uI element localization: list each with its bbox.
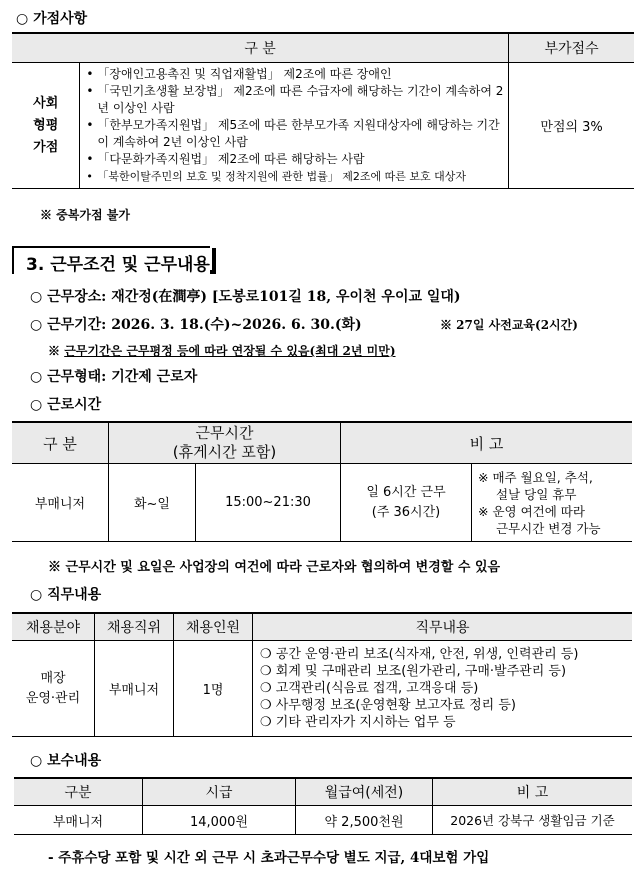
duties-count: 1명 [174, 641, 253, 737]
extension-prefix: ※ [48, 344, 65, 358]
bonus-score: 만점의 3% [540, 120, 603, 135]
bonus-item: • 「장애인고용촉진 및 직업재활법」 제2조에 따른 장애인 [85, 66, 507, 83]
work-period-note: ※ 27일 사전교육(2시간) [440, 318, 578, 332]
hours-header-time [109, 422, 341, 464]
duties-heading: ○ 직무내용 [30, 587, 102, 603]
pay-header-hourly: 시급 [143, 778, 296, 806]
pay-header-remarks: 비 고 [433, 778, 633, 806]
bonus-item: • 「한부모가족지원법」 제5조에 따른 한부모가족 지원대상자에 해당하는 기간이 계속하여 2년 이상인 사람 [85, 117, 507, 151]
hours-daily-line2: (주 36시간) [371, 504, 441, 520]
pay-table [14, 777, 632, 835]
duties-header-count: 채용인원 [174, 613, 253, 641]
duty-item: ❍ 고객관리(식음료 접객, 고객응대 등) [260, 681, 479, 696]
pay-hourly: 14,000원 [143, 806, 296, 835]
bonus-category-line2: 형평 [33, 117, 59, 133]
hours-daily-line1: 일 6시간 근무 [366, 484, 446, 500]
hours-header-remarks: 비 고 [341, 422, 633, 464]
remark2-line1: ※ 운영 여건에 따라 [478, 503, 585, 519]
duties-content [253, 641, 633, 737]
duties-field-line1: 매장 [40, 670, 66, 686]
hours-remarks [472, 464, 633, 542]
duty-item: ❍ 사무행정 보조(운영현황 보고자료 정리 등) [260, 698, 516, 713]
bonus-items [80, 63, 509, 189]
pay-monthly: 약 2,500천원 [296, 806, 433, 835]
work-period: ○ 근무기간: 2026. 3. 18.(수)~2026. 6. 30.(화) [30, 317, 362, 333]
duties-table [12, 612, 632, 737]
bonus-heading: ○ 가점사항 [16, 11, 88, 27]
remark1-line2: 설날 당일 휴무 [496, 486, 577, 502]
bonus-category-line1: 사회 [33, 95, 59, 111]
hours-time: 15:00~21:30 [196, 464, 341, 542]
work-type: ○ 근무형태: 기간제 근로자 [30, 369, 198, 385]
bonus-category [12, 63, 80, 189]
section3-title-box [12, 246, 210, 274]
hours-header-line1: 근무시간 [195, 424, 254, 442]
hours-header-line2: (휴게시간 포함) [172, 443, 277, 461]
bonus-category-line3: 가점 [33, 139, 59, 155]
hours-header-category: 구 분 [12, 422, 109, 464]
hours-daily [341, 464, 472, 542]
duty-item: ❍ 기타 관리자가 지시하는 업무 등 [260, 715, 456, 730]
pay-position: 부매니저 [14, 806, 143, 835]
duty-item: ❍ 공간 운영·관리 보조(식자재, 안전, 위생, 인력관리 등) [260, 647, 579, 662]
work-location: ○ 근무장소: 재간정(在澗亭) [도봉로101길 18, 우이천 우이교 일대) [30, 289, 461, 305]
bonus-item: • 「북한이탈주민의 보호 및 정착지원에 관한 법률」 제2조에 따른 보호 대상자 [85, 168, 507, 185]
duties-position: 부매니저 [95, 641, 174, 737]
hours-heading: ○ 근로시간 [30, 397, 102, 413]
hours-note: ※ 근무시간 및 요일은 사업장의 여건에 따라 근로자와 협의하여 변경할 수 있음 [48, 560, 501, 575]
remark1-line1: ※ 매주 월요일, 추석, [478, 469, 593, 485]
bonus-item: • 「다문화가족지원법」 제2조에 따른 해당하는 사람 [85, 151, 507, 168]
duty-item: ❍ 회계 및 구매관리 보조(원가관리, 구매·발주관리 등) [260, 664, 567, 679]
section-shadow [212, 248, 216, 274]
bonus-header-score: 부가점수 [509, 33, 634, 63]
pay-remarks: 2026년 강북구 생활임금 기준 [450, 813, 615, 828]
section3-title: 3. 근무조건 및 근무내용 [26, 255, 210, 275]
pay-heading: ○ 보수내용 [30, 753, 102, 769]
hours-position: 부매니저 [12, 464, 109, 542]
bonus-header-category: 구 분 [12, 33, 509, 63]
extension-text: 근무기간은 근무평정 등에 따라 연장될 수 있음(최대 2년 미만) [64, 344, 396, 358]
extension-note [48, 342, 396, 359]
remark2-line2: 근무시간 변경 가능 [496, 520, 601, 536]
bonus-item: • 「국민기초생활 보장법」 제2조에 따른 수급자에 해당하는 기간이 계속하여 2년 이상인 사람 [85, 83, 507, 117]
bonus-table [12, 32, 634, 189]
hours-table [12, 421, 632, 542]
hours-days: 화~일 [109, 464, 196, 542]
pay-header-monthly: 월급여(세전) [296, 778, 433, 806]
duties-field [12, 641, 95, 737]
pay-footer: - 주휴수당 포함 및 시간 외 근무 시 초과근무수당 별도 지급, 4대보험 가입 [48, 850, 490, 866]
duties-field-line2: 운영·관리 [25, 690, 81, 706]
duties-header-field: 채용분야 [12, 613, 95, 641]
bonus-note: ※ 중복가점 불가 [40, 208, 130, 222]
duties-header-position: 채용직위 [95, 613, 174, 641]
duties-header-content: 직무내용 [253, 613, 633, 641]
pay-header-category: 구분 [14, 778, 143, 806]
